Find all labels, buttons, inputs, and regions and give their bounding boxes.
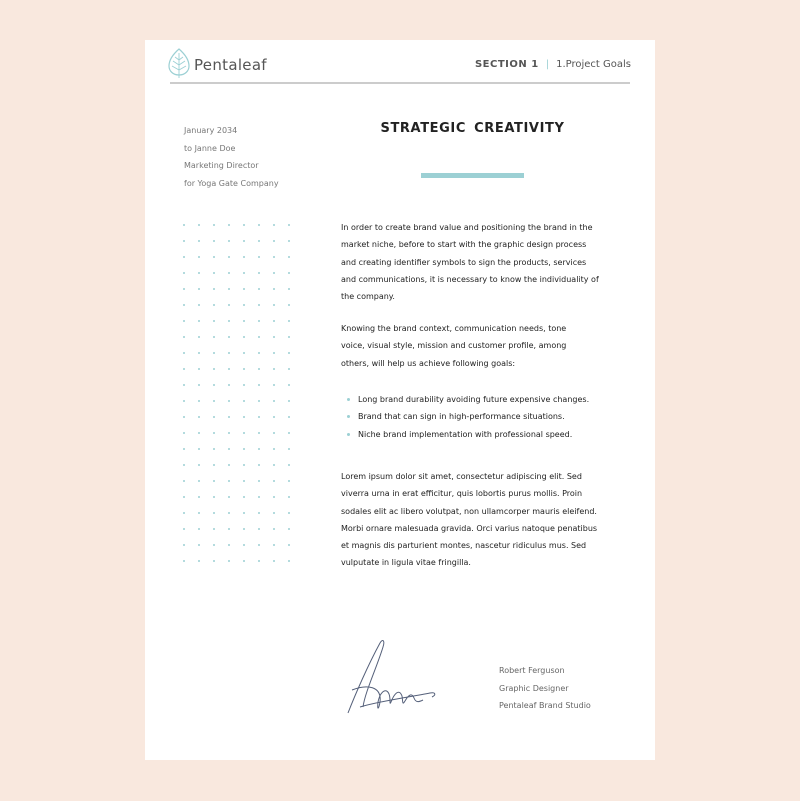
pattern-dot	[243, 432, 245, 434]
pattern-dot	[243, 496, 245, 498]
pattern-dot	[198, 320, 200, 322]
pattern-dot	[213, 432, 215, 434]
pattern-dot	[228, 464, 230, 466]
pattern-dot	[273, 528, 275, 530]
pattern-dot	[258, 416, 260, 418]
pattern-dot	[228, 432, 230, 434]
pattern-dot	[198, 512, 200, 514]
pattern-dot	[243, 448, 245, 450]
pattern-dot	[213, 240, 215, 242]
pattern-dot	[258, 352, 260, 354]
pattern-dot	[228, 528, 230, 530]
pattern-dot	[183, 448, 185, 450]
pattern-dot	[288, 352, 290, 354]
pattern-dot	[228, 256, 230, 258]
letter-page	[145, 40, 655, 760]
pattern-dot	[213, 288, 215, 290]
pattern-dot	[258, 384, 260, 386]
title-accent-bar	[421, 173, 524, 178]
pattern-dot	[198, 480, 200, 482]
pattern-dot	[288, 480, 290, 482]
pattern-dot	[213, 496, 215, 498]
pattern-dot	[243, 320, 245, 322]
pattern-dot	[213, 528, 215, 530]
signature	[340, 635, 470, 720]
pattern-dot	[273, 432, 275, 434]
pattern-dot	[288, 320, 290, 322]
pattern-dot	[228, 288, 230, 290]
pattern-dot	[198, 544, 200, 546]
dot-pattern	[183, 224, 298, 576]
pattern-dot	[183, 320, 185, 322]
pattern-dot	[243, 304, 245, 306]
pattern-dot	[258, 224, 260, 226]
pattern-dot	[183, 224, 185, 226]
pattern-dot	[258, 480, 260, 482]
pattern-dot	[258, 496, 260, 498]
pattern-dot	[198, 224, 200, 226]
pattern-dot	[273, 256, 275, 258]
pattern-dot	[228, 400, 230, 402]
pattern-dot	[213, 304, 215, 306]
pattern-dot	[213, 480, 215, 482]
pattern-dot	[213, 544, 215, 546]
pattern-dot	[213, 320, 215, 322]
pattern-dot	[213, 256, 215, 258]
pattern-dot	[258, 320, 260, 322]
pattern-dot	[198, 416, 200, 418]
section-number: SECTION 1	[474, 59, 539, 70]
signer-company: Pentaleaf Brand Studio	[499, 701, 591, 710]
pattern-dot	[258, 544, 260, 546]
signer-name: Robert Ferguson	[499, 666, 565, 675]
pattern-dot	[183, 512, 185, 514]
pattern-dot	[198, 304, 200, 306]
pattern-dot	[288, 560, 290, 562]
pattern-dot	[183, 336, 185, 338]
pattern-dot	[273, 496, 275, 498]
goal-item: Long brand durability avoiding future expensive changes.	[341, 391, 603, 408]
pattern-dot	[228, 448, 230, 450]
pattern-dot	[198, 560, 200, 562]
pattern-dot	[288, 384, 290, 386]
pattern-dot	[213, 352, 215, 354]
pattern-dot	[198, 336, 200, 338]
pattern-dot	[258, 336, 260, 338]
pattern-dot	[213, 336, 215, 338]
pattern-dot	[273, 320, 275, 322]
pattern-dot	[288, 464, 290, 466]
pattern-dot	[288, 272, 290, 274]
pattern-dot	[258, 512, 260, 514]
pattern-dot	[243, 528, 245, 530]
pattern-dot	[258, 304, 260, 306]
recipient-company: for Yoga Gate Company	[184, 179, 279, 189]
pattern-dot	[228, 416, 230, 418]
pattern-dot	[213, 560, 215, 562]
pattern-dot	[273, 352, 275, 354]
pattern-dot	[258, 368, 260, 370]
pattern-dot	[288, 400, 290, 402]
pattern-dot	[228, 240, 230, 242]
pattern-dot	[228, 224, 230, 226]
pattern-dot	[183, 528, 185, 530]
pattern-dot	[213, 416, 215, 418]
pattern-dot	[228, 384, 230, 386]
signer-role: Graphic Designer	[499, 683, 569, 693]
goal-item: Brand that can sign in high-performance situations.	[341, 408, 603, 425]
pattern-dot	[228, 512, 230, 514]
pattern-dot	[183, 256, 185, 258]
pattern-dot	[258, 240, 260, 242]
pattern-dot	[243, 224, 245, 226]
pattern-dot	[243, 336, 245, 338]
section-label: SECTION 1 | 1.Project Goals	[474, 59, 631, 70]
pattern-dot	[228, 336, 230, 338]
closing-paragraph: Lorem ipsum dolor sit amet, consectetur adipiscing elit. Sed viverra urna in erat efficitur, quis lobortis purus mollis. Proin sodales elit ac libero volutpat, non ullamcorper mauris eleifend. Morbi ornare malesuada gravida. Orci varius natoque penatibus et magnis dis parturient montes, nascetur ridiculus mus. Sed vulputate in ligula vitae fringilla.	[341, 472, 598, 568]
pattern-dot	[183, 240, 185, 242]
pattern-dot	[273, 288, 275, 290]
pattern-dot	[213, 224, 215, 226]
pattern-dot	[273, 512, 275, 514]
pattern-dot	[183, 368, 185, 370]
pattern-dot	[243, 400, 245, 402]
pattern-dot	[288, 448, 290, 450]
pattern-dot	[213, 384, 215, 386]
pattern-dot	[288, 256, 290, 258]
pattern-dot	[243, 368, 245, 370]
pattern-dot	[243, 560, 245, 562]
pattern-dot	[258, 448, 260, 450]
pattern-dot	[273, 368, 275, 370]
pattern-dot	[243, 464, 245, 466]
pattern-dot	[183, 352, 185, 354]
pattern-dot	[198, 288, 200, 290]
pattern-dot	[213, 272, 215, 274]
document-title: STRATEGIC CREATIVITY	[380, 121, 565, 136]
pattern-dot	[273, 336, 275, 338]
pattern-dot	[228, 496, 230, 498]
pattern-dot	[213, 448, 215, 450]
pattern-dot	[243, 544, 245, 546]
pattern-dot	[243, 352, 245, 354]
pattern-dot	[198, 528, 200, 530]
date: January 2034	[184, 126, 238, 135]
pattern-dot	[243, 256, 245, 258]
pattern-dot	[273, 464, 275, 466]
section-title: 1.Project Goals	[556, 59, 631, 70]
signer-info	[499, 662, 591, 715]
pattern-dot	[198, 256, 200, 258]
pattern-dot	[243, 288, 245, 290]
goals-list	[341, 391, 603, 443]
pattern-dot	[258, 432, 260, 434]
context-paragraph: Knowing the brand context, communication needs, tone voice, visual style, mission and customer profile, among others, will help us achieve following goals:	[341, 324, 567, 368]
recipient: to Janne Doe	[184, 143, 236, 153]
pattern-dot	[228, 560, 230, 562]
pattern-dot	[273, 400, 275, 402]
pattern-dot	[243, 416, 245, 418]
pattern-dot	[228, 304, 230, 306]
pattern-dot	[273, 448, 275, 450]
pattern-dot	[183, 496, 185, 498]
pattern-dot	[183, 480, 185, 482]
pattern-dot	[258, 400, 260, 402]
pattern-dot	[273, 240, 275, 242]
pattern-dot	[273, 384, 275, 386]
pattern-dot	[288, 496, 290, 498]
pattern-dot	[198, 384, 200, 386]
brand-name: Pentaleaf	[194, 56, 267, 74]
pattern-dot	[258, 288, 260, 290]
pattern-dot	[273, 560, 275, 562]
leaf-logo-icon	[168, 48, 190, 78]
recipient-role: Marketing Director	[184, 161, 259, 171]
pattern-dot	[198, 448, 200, 450]
pattern-dot	[198, 352, 200, 354]
pattern-dot	[213, 400, 215, 402]
pattern-dot	[288, 528, 290, 530]
pattern-dot	[288, 416, 290, 418]
pattern-dot	[183, 560, 185, 562]
pattern-dot	[258, 560, 260, 562]
pattern-dot	[273, 416, 275, 418]
pattern-dot	[213, 368, 215, 370]
pattern-dot	[288, 224, 290, 226]
pattern-dot	[258, 528, 260, 530]
pattern-dot	[183, 304, 185, 306]
pattern-dot	[198, 240, 200, 242]
pattern-dot	[243, 272, 245, 274]
pattern-dot	[258, 272, 260, 274]
pattern-dot	[213, 464, 215, 466]
pattern-dot	[288, 544, 290, 546]
pattern-dot	[198, 400, 200, 402]
pattern-dot	[243, 512, 245, 514]
pattern-dot	[183, 400, 185, 402]
recipient-info	[184, 122, 279, 193]
pattern-dot	[183, 432, 185, 434]
header-divider	[170, 82, 630, 84]
pattern-dot	[243, 384, 245, 386]
pattern-dot	[273, 272, 275, 274]
pattern-dot	[183, 544, 185, 546]
pattern-dot	[228, 352, 230, 354]
pattern-dot	[198, 368, 200, 370]
pattern-dot	[258, 256, 260, 258]
pattern-dot	[183, 464, 185, 466]
pattern-dot	[273, 224, 275, 226]
pattern-dot	[228, 544, 230, 546]
pattern-dot	[228, 480, 230, 482]
pattern-dot	[288, 368, 290, 370]
pattern-dot	[198, 432, 200, 434]
pattern-dot	[243, 480, 245, 482]
pattern-dot	[288, 304, 290, 306]
pattern-dot	[273, 544, 275, 546]
pattern-dot	[258, 464, 260, 466]
pattern-dot	[228, 272, 230, 274]
pattern-dot	[228, 320, 230, 322]
pattern-dot	[228, 368, 230, 370]
pattern-dot	[183, 384, 185, 386]
pattern-dot	[273, 480, 275, 482]
pattern-dot	[183, 416, 185, 418]
pattern-dot	[198, 464, 200, 466]
pattern-dot	[273, 304, 275, 306]
goal-item: Niche brand implementation with professional speed.	[341, 426, 603, 443]
pattern-dot	[288, 512, 290, 514]
intro-paragraph: In order to create brand value and positioning the brand in the market niche, before to start with the graphic design process and creating identifier symbols to sign the products, services and communications, it is necessary to know the individuality of the company.	[341, 223, 599, 302]
pattern-dot	[288, 288, 290, 290]
pattern-dot	[213, 512, 215, 514]
pattern-dot	[243, 240, 245, 242]
pattern-dot	[183, 288, 185, 290]
pattern-dot	[198, 272, 200, 274]
pattern-dot	[288, 432, 290, 434]
pattern-dot	[288, 336, 290, 338]
pattern-dot	[198, 496, 200, 498]
pattern-dot	[288, 240, 290, 242]
pattern-dot	[183, 272, 185, 274]
